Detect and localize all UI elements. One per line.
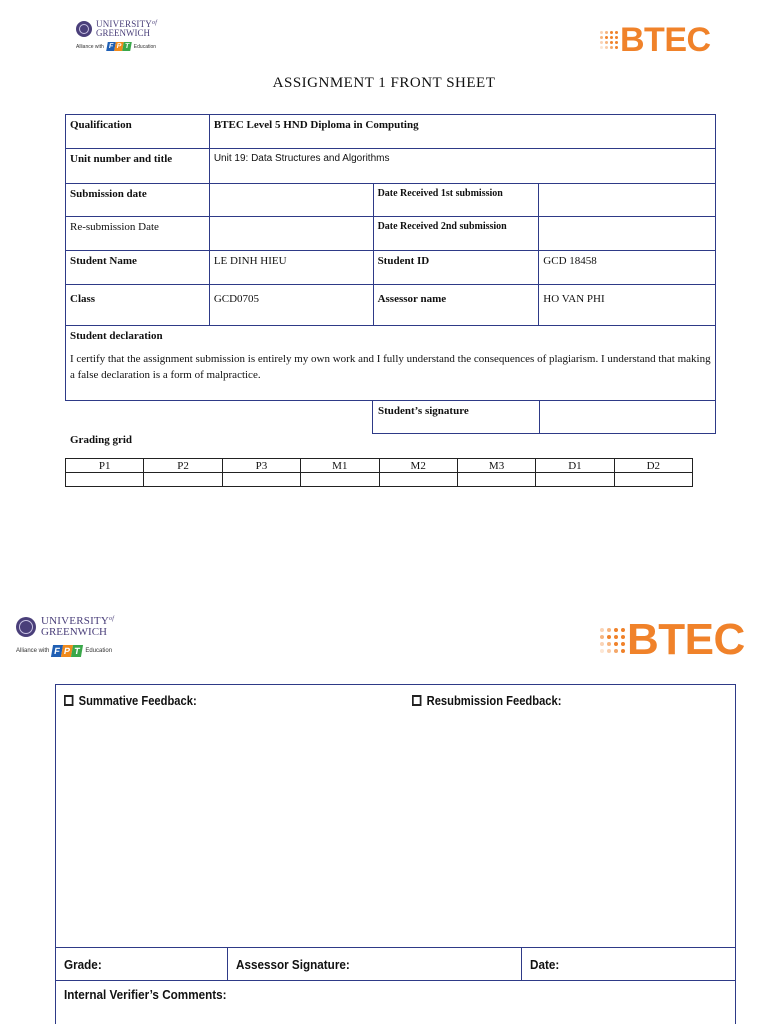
unit-label: Unit number and title xyxy=(66,149,210,184)
grade-column-header: P2 xyxy=(144,459,222,473)
grade-field[interactable]: Grade: xyxy=(56,948,228,980)
qualification-label: Qualification xyxy=(66,115,210,149)
student-id-label: Student ID xyxy=(373,251,539,285)
assessor-signature-field[interactable]: Assessor Signature: xyxy=(228,948,522,980)
front-sheet-table xyxy=(65,114,716,401)
grade-column-header: P3 xyxy=(222,459,300,473)
fpt-logo-icon: F P T xyxy=(107,42,131,51)
summative-checkbox[interactable] xyxy=(64,695,73,706)
grade-cell[interactable] xyxy=(301,473,379,487)
unit-row xyxy=(66,149,716,184)
fpt-logo-icon: F P T xyxy=(52,645,82,657)
btec-logo: BTEC xyxy=(600,20,711,60)
grading-header-row xyxy=(66,459,693,473)
grade-column-header: D2 xyxy=(614,459,692,473)
submission-date-value xyxy=(209,184,373,217)
grade-cell[interactable] xyxy=(144,473,222,487)
university-of-greenwich-logo: $UNIVERSITY^{of}$ GREENWICH Alliance with F P T Education xyxy=(76,19,158,50)
grade-column-header: M2 xyxy=(379,459,457,473)
grade-column-header: P1 xyxy=(66,459,144,473)
fpt-alliance-line: Alliance with F P T Education xyxy=(16,646,113,656)
date-received-2-value xyxy=(539,217,716,251)
grade-signature-row xyxy=(56,947,735,981)
btec-logo: BTEC xyxy=(600,614,745,666)
grading-grid-label: Grading grid xyxy=(70,434,133,446)
grade-column-header: M3 xyxy=(457,459,535,473)
greenwich-crest-icon xyxy=(76,21,92,37)
class-row xyxy=(66,285,716,326)
grade-column-header: D1 xyxy=(536,459,614,473)
resubmission-date-label: Re-submission Date xyxy=(66,217,210,251)
grade-cell[interactable] xyxy=(536,473,614,487)
grade-column-header: M1 xyxy=(301,459,379,473)
feedback-box xyxy=(55,684,736,1024)
resubmission-feedback-heading: Resubmission Feedback: xyxy=(412,693,561,708)
grade-cell[interactable] xyxy=(614,473,692,487)
date-received-1-label: Date Received 1st submission xyxy=(373,184,539,217)
page-title: ASSIGNMENT 1 FRONT SHEET xyxy=(272,75,496,91)
grade-cell[interactable] xyxy=(66,473,144,487)
class-label: Class xyxy=(66,285,210,326)
internal-verifier-comments-label: Internal Verifier’s Comments: xyxy=(64,987,227,1002)
summative-feedback-heading: Summative Feedback: xyxy=(64,693,197,708)
declaration-text: I certify that the assignment submission is entirely my own work and I fully understand the consequences of plagiarism. I understand that making a false declaration is a form of malpractice. xyxy=(70,353,711,381)
grading-value-row xyxy=(66,473,693,487)
grading-grid xyxy=(65,458,693,487)
declaration-title: Student declaration xyxy=(70,330,163,342)
submission-date-label: Submission date xyxy=(66,184,210,217)
resubmission-date-value xyxy=(209,217,373,251)
unit-value: Unit 19: Data Structures and Algorithms xyxy=(209,149,715,184)
resubmission-checkbox[interactable] xyxy=(412,695,421,706)
university-of-greenwich-logo: $UNIVERSITY^{of}$ GREENWICH Alliance with F P T Education xyxy=(16,615,115,656)
assessor-value: HO VAN PHI xyxy=(539,285,716,326)
student-row xyxy=(66,251,716,285)
fpt-alliance-line: Alliance with F P T Education xyxy=(76,43,157,50)
submission-date-row xyxy=(66,184,716,217)
signature-label: Student’s signature xyxy=(373,401,540,433)
student-name-value: LE DINH HIEU xyxy=(209,251,373,285)
btec-dots-icon xyxy=(600,31,618,49)
resubmission-row xyxy=(66,217,716,251)
greenwich-crest-icon xyxy=(16,617,36,637)
declaration-row xyxy=(66,326,716,401)
date-field[interactable]: Date: xyxy=(530,957,560,972)
assessor-label: Assessor name xyxy=(373,285,539,326)
signature-field[interactable] xyxy=(540,401,550,433)
student-signature-row xyxy=(372,400,716,434)
btec-dots-icon xyxy=(600,628,624,653)
grade-cell[interactable] xyxy=(379,473,457,487)
student-name-label: Student Name xyxy=(66,251,210,285)
student-id-value: GCD 18458 xyxy=(539,251,716,285)
qualification-row xyxy=(66,115,716,149)
class-value: GCD0705 xyxy=(209,285,373,326)
student-declaration xyxy=(66,326,716,401)
grade-cell[interactable] xyxy=(222,473,300,487)
grade-cell[interactable] xyxy=(457,473,535,487)
qualification-value: BTEC Level 5 HND Diploma in Computing xyxy=(209,115,715,149)
date-received-1-value xyxy=(539,184,716,217)
date-received-2-label: Date Received 2nd submission xyxy=(373,217,539,251)
